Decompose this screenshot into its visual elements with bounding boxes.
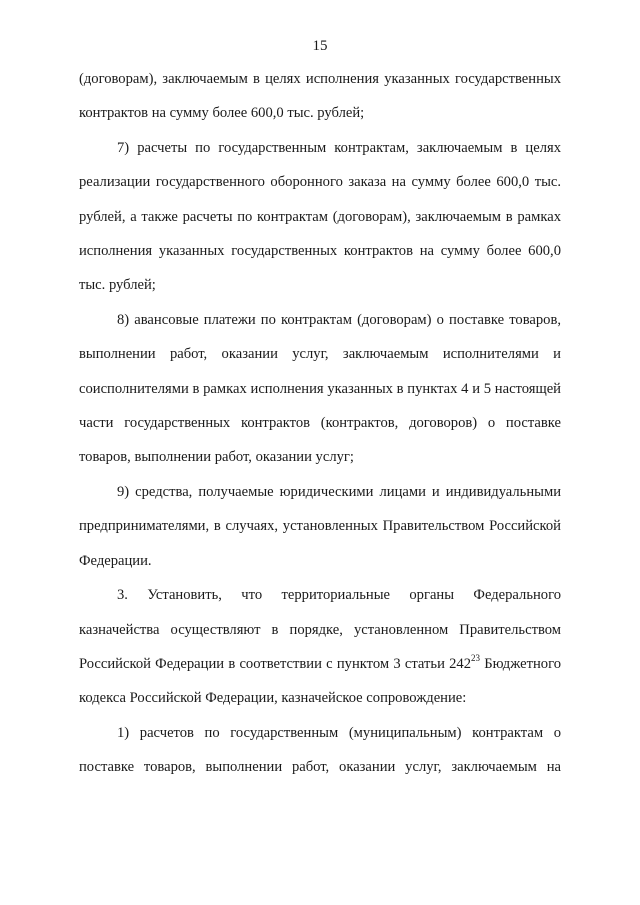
paragraph-section-3 bbox=[79, 578, 561, 716]
paragraph-item-7: 7) расчеты по государственным контрактам, заключаемым в целях реализации государственного оборонного заказа на сумму более 600,0 тыс. рублей, а также расчеты по контрактам (договорам), заключаемым в рамках исполнения указанных государственных контрактов на сумму более 600,0 тыс. рублей; bbox=[79, 139, 561, 294]
article-superscript: 23 bbox=[471, 652, 481, 663]
section-3-text-after: Бюджетного кодекса Российской Федерации, казначейское сопровождение: bbox=[79, 655, 561, 707]
document-body bbox=[79, 62, 561, 785]
page-number: 15 bbox=[312, 38, 328, 54]
paragraph-continuation: (договорам), заключаемым в целях исполнения указанных государственных контрактов на сумму более 600,0 тыс. рублей; bbox=[79, 71, 561, 122]
paragraph-sub-1: 1) расчетов по государственным (муниципальным) контрактам о поставке товаров, выполнении работ, оказании услуг, заключаемым на bbox=[79, 724, 561, 776]
section-3-text-before: 3. Установить, что территориальные органы Федерального казначейства осуществляют в порядке, установленном Правительством Российской Федерации в соответствии с пунктом 3 статьи 242 bbox=[79, 587, 561, 672]
paragraph-item-9: 9) средства, получаемые юридическими лицами и индивидуальными предпринимателями, в случаях, установленных Правительством Российской Федерации. bbox=[79, 483, 561, 569]
paragraph-item-8: 8) авансовые платежи по контрактам (договорам) о поставке товаров, выполнении работ, оказании услуг, заключаемым исполнителями и соисполнителями в рамках исполнения указанных в пунктах 4 и 5 настоящей части государственных контрактов (контрактов, договоров) о поставке товаров, выполнении работ, оказании услуг; bbox=[79, 311, 561, 466]
